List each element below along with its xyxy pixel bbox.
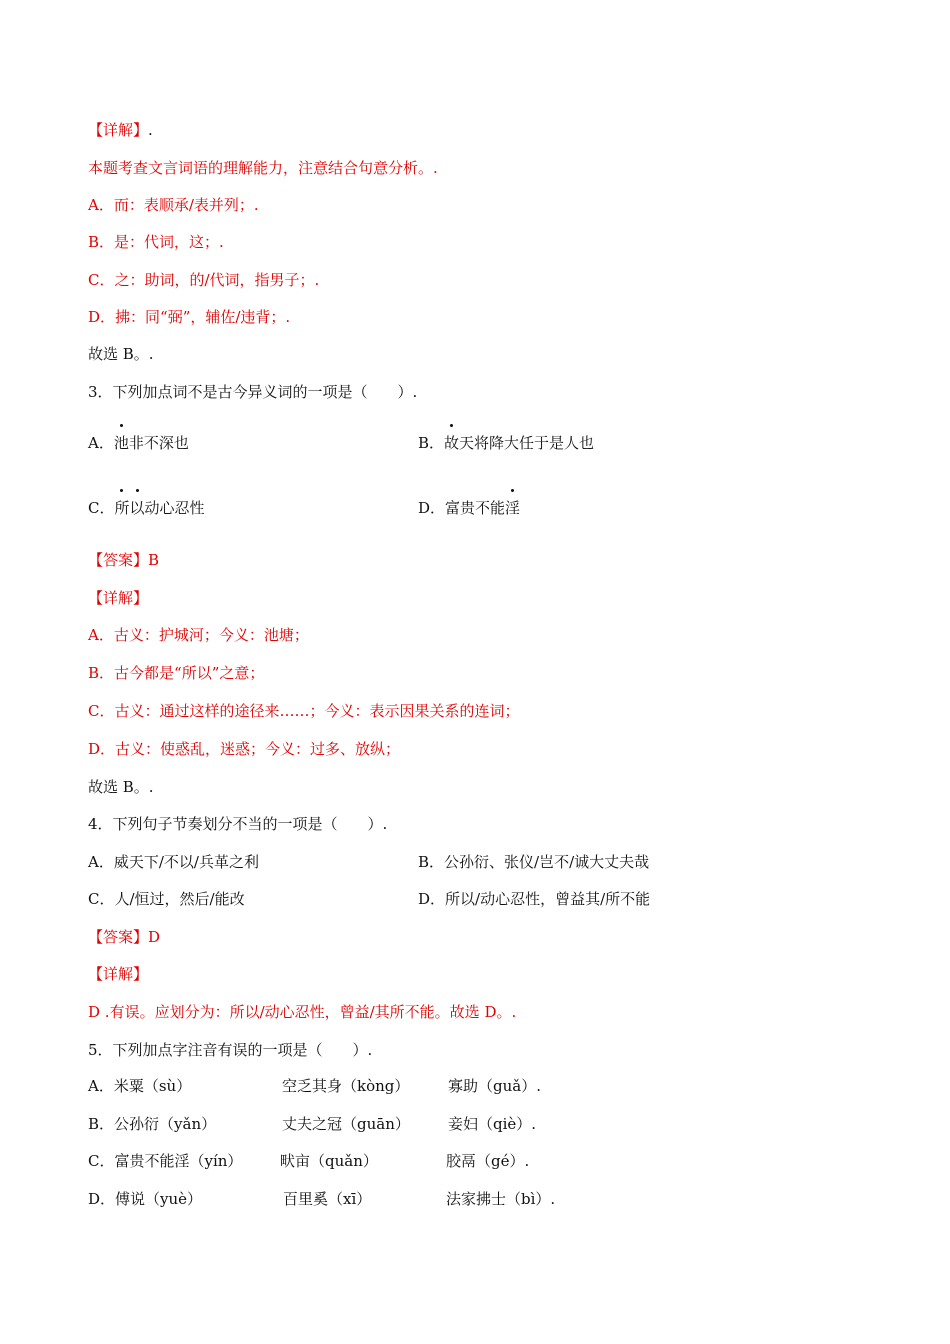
q5-row-b-col1: B．公孙衍（yǎn）: [88, 1115, 217, 1133]
q5-row-c-col2: 畎亩（quǎn）: [280, 1152, 378, 1170]
q2-explain-label-tail: .: [148, 121, 153, 139]
q3-explain-line-b: B．古今都是“所以”之意；: [88, 664, 265, 682]
q4-answer-label: 【答案】: [88, 928, 149, 946]
q3-stem: 3．下列加点词不是古今异义词的一项是（ ）.: [88, 383, 418, 401]
q4-option-c: C．人/恒过，然后/能改: [88, 890, 245, 908]
q5-row-d-col3: 法家拂士（bì）.: [446, 1190, 556, 1208]
q3-explain-line-c: C．古义：通过这样的途径来……；今义：表示因果关系的连词；: [88, 702, 520, 720]
q3-option-d-label: D．: [418, 499, 446, 517]
q3-option-a: [88, 433, 189, 453]
q3-answer: [88, 550, 159, 570]
q2-explain-heading: [88, 120, 153, 140]
q5-row-b-col3: 妾妇（qiè）.: [448, 1115, 537, 1133]
q2-conclusion: 故选 B。.: [88, 345, 154, 363]
q5-stem: 5．下列加点字注音有误的一项是（ ）.: [88, 1041, 373, 1059]
q3-option-c-label: C．: [88, 499, 115, 517]
q5-row-b-col2: 丈夫之冠（guān）: [282, 1115, 410, 1133]
q3-answer-label: 【答案】: [88, 551, 149, 569]
q2-explain-line-a: A．而：表顺承/表并列；.: [88, 196, 259, 214]
q3-conclusion: 故选 B。.: [88, 778, 154, 796]
q3-explain-line-d: D．古义：使惑乱，迷惑；今义：过多、放纵；: [88, 740, 401, 758]
q4-stem: 4．下列句子节奏划分不当的一项是（ ）.: [88, 815, 388, 833]
q5-row-a-col1: A．米粟（sù）: [88, 1077, 192, 1095]
q4-answer-value: D: [148, 928, 161, 946]
q5-row-c-col3: 胶鬲（gé）.: [446, 1152, 530, 1170]
q3-option-b-rest: 天将降大任于是人也: [459, 434, 595, 452]
q4-explain: D .有误。应划分为：所以/动心忍性，曾益/其所不能。故选 D。.: [88, 1003, 517, 1021]
q3-option-c: [88, 498, 205, 518]
q5-row-a-col2: 空乏其身（kòng）: [282, 1077, 410, 1095]
q2-explain-line-b: B．是：代词，这；.: [88, 233, 224, 251]
q3-option-d: [418, 498, 520, 518]
q2-explain-label: 【详解】: [88, 121, 149, 139]
q3-option-a-dotted: 池: [113, 434, 129, 452]
q2-explain-line-c: C．之：助词，的/代词，指男子；.: [88, 271, 320, 289]
q4-option-a: A．威天下/不以/兵革之利: [88, 853, 259, 871]
q5-row-a-col3: 寡助（guǎ）.: [448, 1077, 541, 1095]
q4-option-b: B．公孙衍、张仪/岂不/诚大丈夫哉: [418, 853, 650, 871]
q3-answer-value: B: [148, 551, 160, 569]
q3-option-b: [418, 433, 594, 453]
q5-row-d-col2: 百里奚（xī）: [283, 1190, 372, 1208]
q3-explain-line-a: A．古义：护城河；今义：池塘；: [88, 626, 309, 644]
q3-option-d-pre: 富贵不能: [445, 499, 506, 517]
q2-explain-intro: 本题考查文言词语的理解能力，注意结合句意分析。.: [88, 159, 438, 177]
q5-row-c-col1: C．富贵不能淫（yín）: [88, 1152, 243, 1170]
q3-explain-label: 【详解】: [88, 589, 149, 607]
q3-option-b-label: B．: [418, 434, 445, 452]
q3-option-a-label: A．: [88, 434, 114, 452]
q3-option-d-dotted: 淫: [505, 499, 521, 517]
q4-explain-label: 【详解】: [88, 965, 149, 983]
q4-answer: [88, 927, 160, 947]
q4-option-d: D．所以/动心忍性，曾益其/所不能: [418, 890, 651, 908]
q2-explain-line-d: D．拂：同“弼”，辅佐/违背；.: [88, 308, 291, 326]
q3-option-a-rest: 非不深也: [128, 434, 189, 452]
q5-row-d-col1: D．傅说（yuè）: [88, 1190, 203, 1208]
q3-option-b-dotted: 故: [444, 434, 460, 452]
q3-option-c-dotted-1: 所: [114, 499, 130, 517]
q3-option-c-dotted-2: 以: [129, 499, 145, 517]
q3-option-c-rest: 动心忍性: [144, 499, 205, 517]
